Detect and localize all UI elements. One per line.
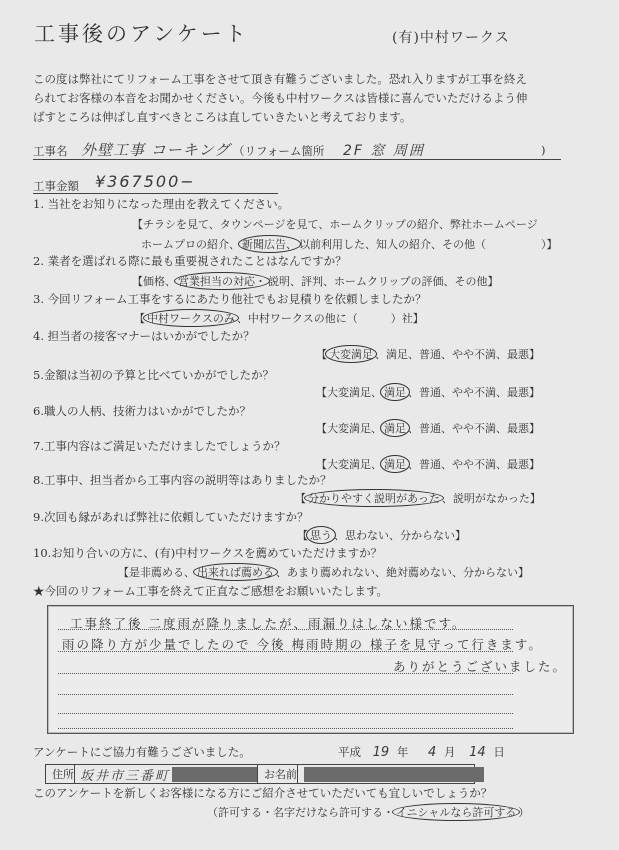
q5-selected-option[interactable]: 満足 <box>380 383 410 401</box>
q1-selected-option[interactable]: 新聞広告、 <box>238 235 301 253</box>
q3-option-suffix[interactable]: 、中村ワークスの他に（ ）社】 <box>236 312 424 325</box>
q8-selected-option[interactable]: 分かりやすく説明があった <box>304 489 444 507</box>
q10-options <box>118 564 529 580</box>
intro-line: られてお客様の本音をお聞かせください。今後も中村ワークスは皆様に喜んでいただけるよう伸 <box>33 91 528 105</box>
q5-option-suffix[interactable]: 、普通、やや不満、最悪】 <box>408 386 540 399</box>
company-name: (有)中村ワークス <box>392 30 510 46</box>
redacted-block <box>172 767 257 782</box>
permission-selected-option[interactable]: イニシャルなら許可する <box>392 803 520 821</box>
q6-selected-option[interactable]: 満足 <box>380 419 410 437</box>
q4-option-prefix: 【 <box>316 348 327 361</box>
intro-line: この度は弊社にてリフォーム工事をさせて頂き有難うございました。恐れ入りますが工事を終え <box>33 72 527 86</box>
q2-selected-option[interactable]: 営業担当の対応・ <box>174 272 270 290</box>
date-era: 平成 <box>338 745 361 759</box>
permission-option-suffix: ） <box>518 806 530 819</box>
survey-title: 工事後のアンケート <box>34 22 249 46</box>
dotted-line <box>58 694 513 695</box>
permission-question: このアンケートを新しくお客様になる方にご紹介させていただいても宜しいでしょうか？ <box>33 786 493 800</box>
date-day-unit: 日 <box>493 745 505 759</box>
work-amount-value: ¥367500− <box>95 172 196 191</box>
q2-options <box>132 273 499 289</box>
q10-option-suffix[interactable]: 、あまり薦めれない、絶対薦めない、分からない】 <box>276 566 529 579</box>
intro-paragraph <box>33 70 527 127</box>
q10-option-prefix[interactable]: 【是非薦める、 <box>118 566 195 579</box>
date-field[interactable] <box>338 744 505 760</box>
q2-option-prefix[interactable]: 【価格、 <box>132 275 176 288</box>
question-6: 6.職人の人柄、技術力はいかがでしたか？ <box>33 404 251 418</box>
q4-options <box>316 346 540 362</box>
q5-option-prefix[interactable]: 【大変満足、 <box>316 386 382 399</box>
comment-line: 工事終了後 二度雨が降りましたが、雨漏りはしない様です。 <box>70 616 467 631</box>
comments-textarea[interactable] <box>47 605 574 734</box>
work-amount-label: 工事金額 <box>33 179 79 193</box>
q8-option-prefix: 【 <box>295 492 306 505</box>
q4-option-suffix[interactable]: 、満足、普通、やや不満、最悪】 <box>375 348 540 361</box>
q2-option-suffix[interactable]: 説明、評判、ホームクリップの評価、その他】 <box>268 275 499 288</box>
q6-option-suffix[interactable]: 、普通、やや不満、最悪】 <box>408 422 540 435</box>
question-2: 2. 業者を選ばれる際に最も重要視されたことはなんですか？ <box>33 254 347 268</box>
q8-options <box>295 490 541 506</box>
location-label: （リフォーム箇所 <box>233 144 325 158</box>
q4-selected-option[interactable]: 大変満足 <box>325 345 377 363</box>
q7-selected-option[interactable]: 満足 <box>380 455 410 473</box>
q6-option-prefix[interactable]: 【大変満足、 <box>316 422 382 435</box>
q7-options <box>316 456 540 472</box>
question-5: 5.金額は当初の予算と比べていかがでしたか？ <box>33 368 274 382</box>
address-value: 坂井市三番町 <box>80 768 171 784</box>
q6-options <box>316 420 540 436</box>
q1-option-homepro[interactable]: ホームプロの紹介、 <box>141 238 240 251</box>
address-field[interactable] <box>75 765 258 783</box>
q8-option-suffix[interactable]: 、説明がなかった】 <box>441 492 541 505</box>
q3-selected-option[interactable]: 中村ワークスのみ <box>143 309 239 327</box>
question-10: 10.お知り合いの方に、(有)中村ワークスを薦めていただけますか？ <box>33 546 383 560</box>
question-7: 7.工事内容はご満足いただけましたでしょうか？ <box>33 439 286 453</box>
name-label: お名前 <box>258 765 298 783</box>
date-year-value: 19 <box>372 745 390 760</box>
comment-line: 雨の降り方が少量でしたので 今後 梅雨時期の 様子を見守って行きます。 <box>62 637 543 652</box>
q9-option-prefix: 【 <box>297 529 308 542</box>
date-month-value: 4 <box>428 745 437 760</box>
q1-options-line1: 【チラシを見て、タウンページを見て、ホームクリップの紹介、弊社ホームページ <box>132 218 538 231</box>
permission-option-prefix[interactable]: （許可する・名字だけなら許可する・ <box>207 806 394 819</box>
location-value: 2F 窓 周囲 <box>343 143 425 159</box>
date-year-unit: 年 <box>396 745 409 759</box>
thanks-text: アンケートにご協力有難うございました。 <box>33 745 251 759</box>
q7-option-prefix[interactable]: 【大変満足、 <box>316 458 382 471</box>
q5-options <box>316 384 540 400</box>
permission-options <box>207 804 529 820</box>
question-4: 4. 担当者の接客マナーはいかがでしたか？ <box>33 329 255 343</box>
customer-info-table <box>45 764 475 784</box>
work-name-field[interactable] <box>33 141 561 160</box>
address-label: 住所 <box>46 765 75 783</box>
question-3: 3. 今回リフォーム工事をするにあたり他社でもお見積りを依頼しましたか？ <box>33 292 427 306</box>
redacted-block <box>304 767 484 782</box>
date-day-value: 14 <box>469 745 486 760</box>
work-name-value: 外壁工事 コーキング <box>81 141 231 159</box>
q1-options-line2 <box>141 236 558 252</box>
location-close: ) <box>541 143 546 157</box>
q7-option-suffix[interactable]: 、普通、やや不満、最悪】 <box>408 458 540 471</box>
question-9: 9.次回も縁があれば弊社に依頼していただけますか？ <box>33 510 309 524</box>
work-amount-field[interactable] <box>33 172 278 194</box>
comments-prompt: ★今回のリフォーム工事を終えて正直なご感想をお願いいたします。 <box>33 584 389 598</box>
q1-option-rest[interactable]: 以前利用した、知人の紹介、その他（ ）】 <box>299 238 558 251</box>
q9-options <box>297 527 466 543</box>
intro-line: ばすところは伸ばし直すべきところは直していきたいと考えております。 <box>33 110 412 124</box>
question-1: 1. 当社をお知りになった理由を教えてください。 <box>33 197 290 211</box>
work-name-label: 工事名 <box>33 144 68 158</box>
q9-selected-option[interactable]: 思う <box>306 526 336 544</box>
q10-selected-option[interactable]: 出来れば薦める <box>193 563 278 581</box>
name-field[interactable] <box>298 765 484 783</box>
dotted-line <box>58 713 513 714</box>
dotted-line <box>58 728 513 729</box>
question-8: 8.工事中、担当者から工事内容の説明等はありましたか？ <box>33 473 332 487</box>
q3-options <box>134 310 424 326</box>
q9-option-suffix[interactable]: 、思わない、分からない】 <box>334 529 466 542</box>
date-month-unit: 月 <box>443 745 456 759</box>
q3-option-prefix: 【 <box>134 312 145 325</box>
comment-line: ありがとうございました。 <box>393 659 568 674</box>
